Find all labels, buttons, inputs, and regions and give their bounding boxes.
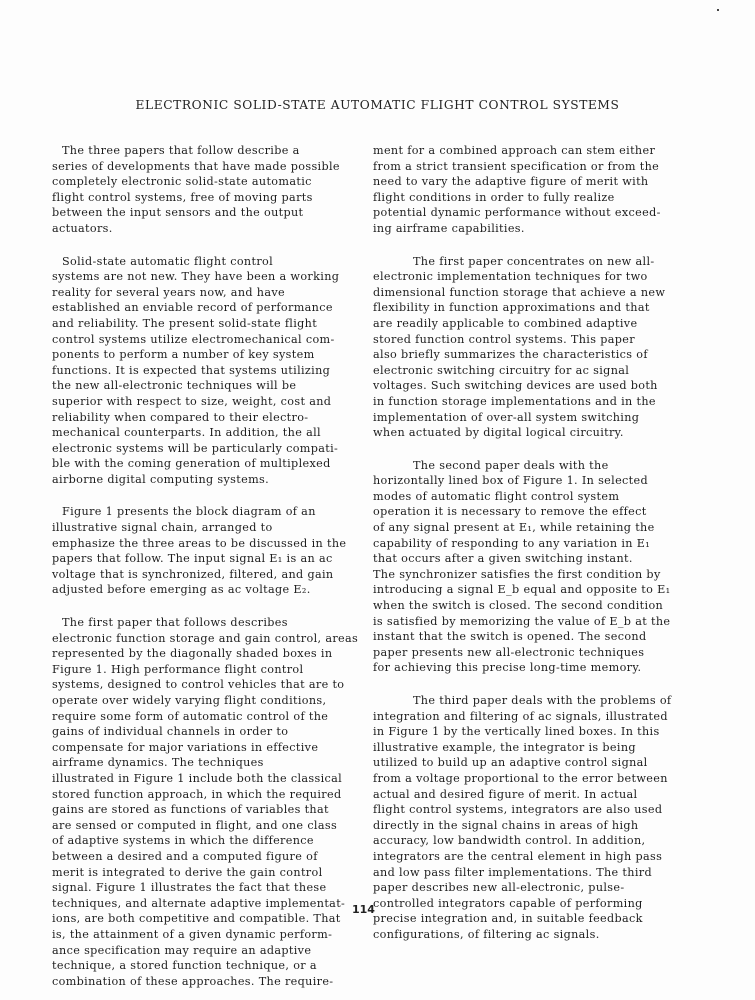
text-line: papers that follow. The input signal E₁ is an ac — [52, 552, 333, 566]
paragraph — [52, 615, 359, 989]
text-line: illustrative signal chain, arranged to — [52, 521, 273, 535]
text-line: Solid-state automatic flight control — [62, 254, 274, 268]
text-line: adjusted before emerging as ac voltage E₂. — [52, 583, 311, 597]
text-line: electronic function storage and gain control, areas — [52, 631, 359, 645]
text-line: reliability when compared to their electro- — [52, 410, 309, 424]
paragraph — [373, 693, 703, 943]
text-line: illustrated in Figure 1 include both the classical — [52, 771, 343, 785]
text-line: The first paper that follows describes — [62, 616, 288, 630]
text-line: potential dynamic performance without exceed- — [373, 206, 661, 220]
text-line: flight control systems, free of moving parts — [52, 190, 313, 204]
text-line: operation it is necessary to remove the effect — [373, 505, 647, 519]
text-line: is, the attainment of a given dynamic perform- — [52, 927, 333, 941]
text-line: systems are not new. They have been a working — [52, 270, 340, 284]
text-line: integrators are the central element in high pass — [373, 849, 663, 863]
paragraph — [373, 143, 703, 237]
text-line: configurations, of filtering ac signals. — [373, 927, 600, 941]
text-line: precise integration and, in suitable feedback — [373, 912, 643, 926]
text-line: The three papers that follow describe a — [62, 144, 300, 157]
paragraph-gap — [373, 676, 703, 693]
text-line: voltages. Such switching devices are used both — [373, 379, 658, 393]
text-line: ing airframe capabilities. — [373, 221, 525, 235]
text-line: of any signal present at E₁, while retaining the — [373, 521, 655, 535]
text-line: are sensed or computed in flight, and one class — [52, 818, 338, 832]
text-line: controlled integrators capable of performing — [373, 896, 643, 910]
text-line: is satisfied by memorizing the value of E_b at the — [373, 614, 671, 628]
text-line: gains of individual channels in order to — [52, 725, 289, 739]
text-line: stored function approach, in which the required — [52, 787, 342, 801]
text-line: superior with respect to size, weight, cost and — [52, 394, 332, 408]
text-line: The first paper concentrates on new all- — [413, 254, 655, 268]
text-line: in function storage implementations and in the — [373, 394, 656, 408]
text-line: and reliability. The present solid-state flight — [52, 316, 318, 330]
page-title: ELECTRONIC SOLID-STATE AUTOMATIC FLIGHT CONTROL SYSTEMS — [135, 98, 620, 112]
text-line: from a voltage proportional to the error between — [373, 771, 668, 785]
text-line: accuracy, low bandwidth control. In addition, — [373, 834, 646, 848]
text-line: also briefly summarizes the characteristics of — [373, 348, 648, 362]
text-line: airborne digital computing systems. — [52, 472, 270, 486]
text-line: require some form of automatic control of the — [52, 709, 329, 723]
text-line: merit is integrated to derive the gain control — [52, 865, 323, 879]
text-line: actual and desired figure of merit. In actual — [373, 787, 638, 801]
text-line: The third paper deals with the problems of — [413, 694, 672, 707]
text-line: voltage that is synchronized, filtered, and gain — [52, 567, 334, 581]
text-line: of adaptive systems in which the difference — [52, 834, 314, 848]
text-line: from a strict transient specification or from the — [373, 159, 660, 173]
text-line: signal. Figure 1 illustrates the fact that these — [52, 881, 327, 895]
text-line: functions. It is expected that systems utilizing — [52, 363, 331, 377]
text-line: for achieving this precise long-time memory. — [373, 661, 642, 675]
text-line: Figure 1 presents the block diagram of an — [62, 505, 316, 519]
text-line: electronic systems will be particularly compati- — [52, 441, 339, 455]
paragraph-gap — [373, 441, 703, 458]
text-line: paper describes new all-electronic, pulse- — [373, 881, 625, 895]
text-line: illustrative example, the integrator is being — [373, 740, 636, 754]
paragraph — [373, 254, 703, 441]
paragraph-gap — [373, 237, 703, 254]
text-line: systems, designed to control vehicles that are to — [52, 678, 345, 692]
text-line: operate over widely varying flight conditions, — [52, 694, 327, 707]
text-line: electronic switching circuitry for ac signal — [373, 363, 630, 377]
text-line: The synchronizer satisfies the first condition by — [373, 567, 661, 581]
text-line: control systems utilize electromechanical com- — [52, 332, 335, 346]
text-line: the new all-electronic techniques will be — [52, 379, 297, 393]
text-line: emphasize the three areas to be discussed in the — [52, 536, 347, 550]
paragraph — [52, 504, 347, 598]
text-line: flight conditions in order to fully realize — [373, 190, 615, 204]
text-line: capability of responding to any variation in E₁ — [373, 536, 651, 550]
text-line: electronic implementation techniques for two — [373, 270, 648, 284]
paragraph — [52, 254, 342, 488]
text-line: Figure 1. High performance flight control — [52, 662, 304, 676]
paragraph — [52, 143, 342, 237]
text-line: integration and filtering of ac signals, illustrated — [373, 709, 668, 723]
paragraph-gap — [52, 598, 342, 615]
paragraph — [373, 458, 703, 676]
text-line: when the switch is closed. The second condition — [373, 599, 664, 613]
text-line: are readily applicable to combined adaptive — [373, 316, 638, 330]
text-line: dimensional function storage that achieve a new — [373, 285, 666, 299]
text-line: horizontally lined box of Figure 1. In selected — [373, 474, 648, 488]
paragraph-gap — [52, 237, 342, 254]
text-line: established an enviable record of performance — [52, 301, 333, 315]
text-line: airframe dynamics. The techniques — [52, 756, 264, 770]
right-column — [373, 143, 703, 943]
text-line: introducing a signal E_b equal and opposite to E₁ — [373, 583, 671, 597]
text-line: that occurs after a given switching instant. — [373, 552, 633, 566]
text-line: in Figure 1 by the vertically lined boxes. In this — [373, 725, 660, 739]
text-line: stored function control systems. This paper — [373, 332, 635, 346]
text-line: directly in the signal chains in areas of high — [373, 818, 639, 832]
text-line: ance specification may require an adaptive — [52, 943, 312, 957]
text-line: ble with the coming generation of multiplexed — [52, 457, 331, 471]
text-line: gains are stored as functions of variables that — [52, 803, 329, 817]
text-line: when actuated by digital logical circuitry. — [373, 426, 624, 440]
text-line: compensate for major variations in effective — [52, 740, 319, 754]
text-line: completely electronic solid-state automatic — [52, 175, 312, 189]
text-line: actuators. — [52, 221, 113, 235]
text-line: need to vary the adaptive figure of merit with — [373, 175, 649, 189]
paragraph-gap — [52, 487, 342, 504]
text-line: ions, are both competitive and compatible. That — [52, 912, 341, 926]
text-line: modes of automatic flight control system — [373, 489, 620, 503]
text-line: flexibility in function approximations and that — [373, 301, 650, 315]
text-line: ment for a combined approach can stem either — [373, 144, 656, 157]
left-column — [52, 143, 359, 989]
text-line: instant that the switch is opened. The second — [373, 630, 647, 644]
text-line: paper presents new all-electronic techniques — [373, 645, 645, 659]
text-line: represented by the diagonally shaded boxes in — [52, 647, 333, 661]
page-number: 114 — [352, 903, 375, 916]
text-line: between a desired and a computed figure of — [52, 849, 318, 863]
text-line: implementation of over-all system switching — [373, 410, 640, 424]
text-line: and low pass filter implementations. The third — [373, 865, 652, 879]
scan-speck — [717, 9, 719, 11]
text-line: flight control systems, integrators are also used — [373, 803, 663, 817]
text-line: technique, a stored function technique, or a — [52, 959, 317, 973]
text-line: The second paper deals with the — [413, 458, 609, 472]
text-line: reality for several years now, and have — [52, 285, 286, 299]
text-line: between the input sensors and the output — [52, 206, 304, 220]
text-line: series of developments that have made possible — [52, 159, 340, 173]
text-line: ponents to perform a number of key system — [52, 348, 315, 362]
text-line: techniques, and alternate adaptive implementat- — [52, 896, 346, 910]
text-line: combination of these approaches. The require- — [52, 974, 334, 988]
text-line: utilized to build up an adaptive control signal — [373, 756, 648, 770]
text-line: mechanical counterparts. In addition, the all — [52, 426, 321, 440]
